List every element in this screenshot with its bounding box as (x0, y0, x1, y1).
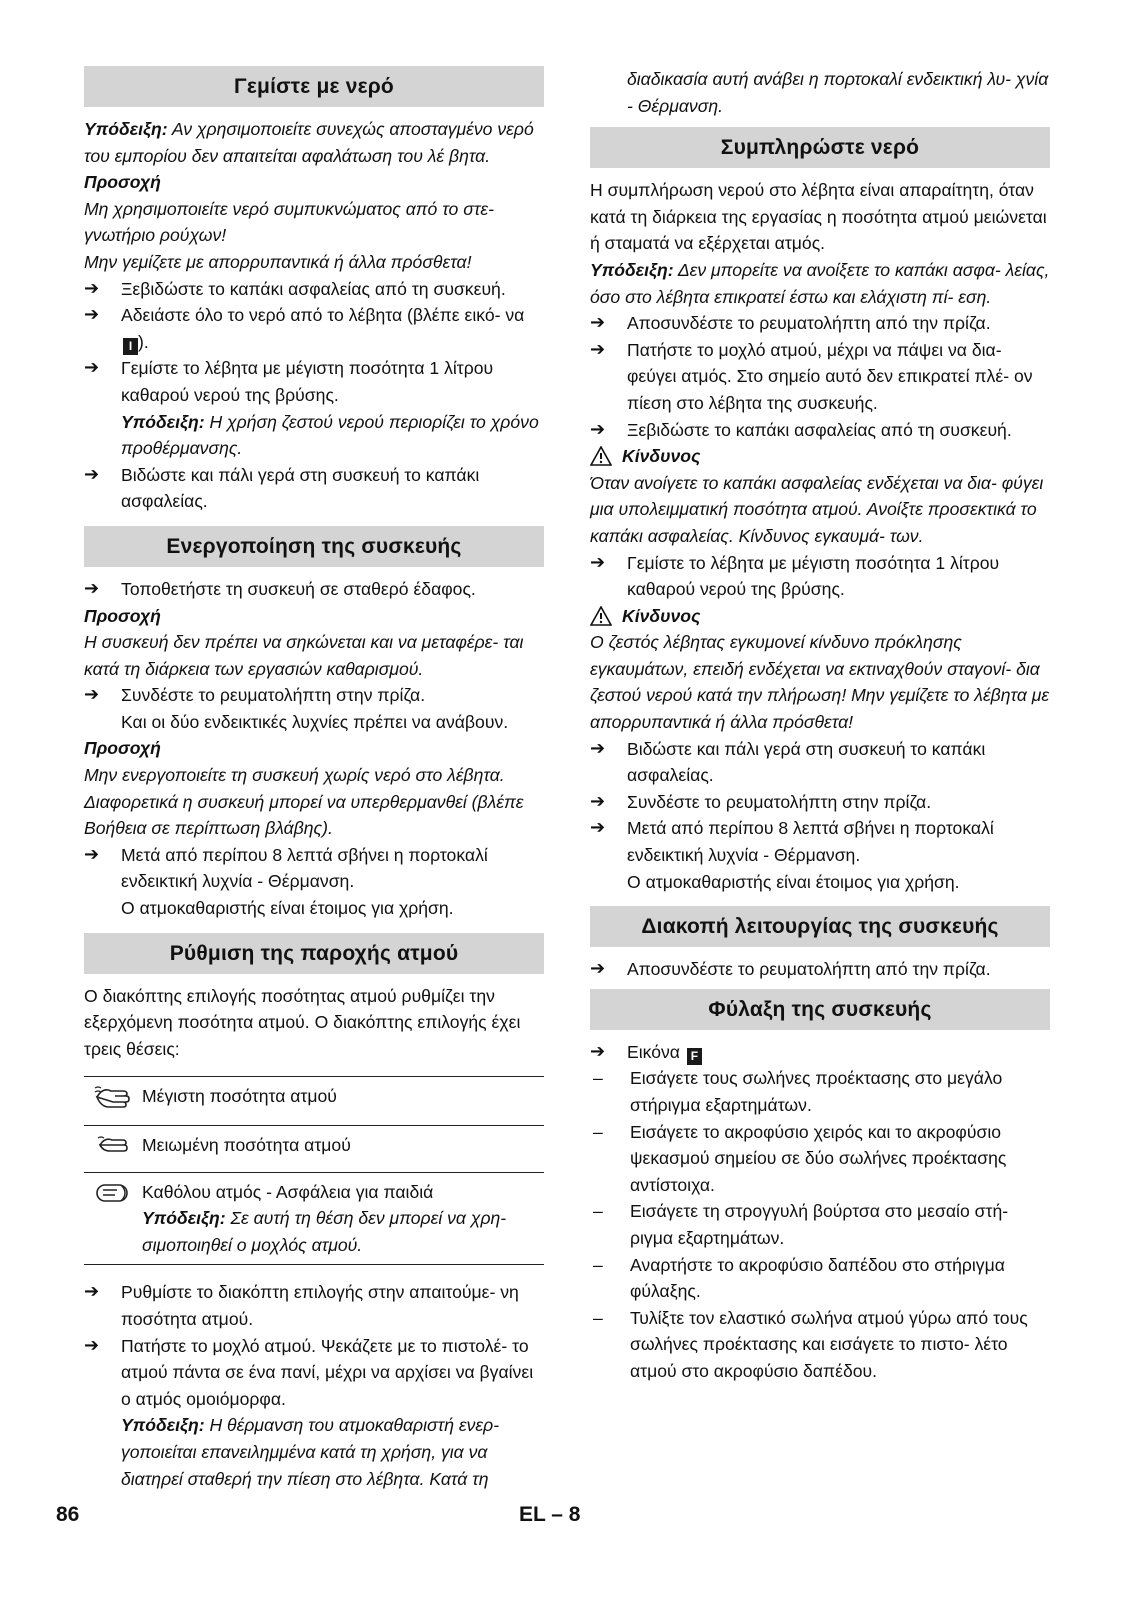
danger-heading (590, 603, 1050, 630)
step-text: Αποσυνδέστε το ρευματολήπτη από την πρίζα. (627, 959, 991, 980)
setting-note (142, 1205, 544, 1258)
warning-triangle-icon (590, 606, 612, 626)
arrow-icon: ➔ (590, 737, 606, 758)
arrow-icon: ➔ (84, 463, 100, 484)
step-text: Τοποθετήστε τη συσκευή σε σταθερό έδαφος. (121, 578, 476, 599)
arrow-icon: ➔ (590, 551, 606, 572)
setting-text: Μέγιστη ποσότητα ατμού (142, 1086, 337, 1107)
page-number: 86 (56, 1503, 80, 1526)
dash-marker: – (593, 1254, 603, 1275)
setting-label: Καθόλου ατμός - Ασφάλεια για παιδιά (142, 1181, 434, 1202)
step-text: Ξεβιδώστε το καπάκι ασφαλείας από τη συσκευή. (121, 278, 506, 299)
arrow-icon: ➔ (84, 1281, 100, 1302)
step-item (590, 550, 1050, 603)
note-text: Δεν μπορείτε να ανοίξετε το καπάκι ασφα- λείας, όσο στο λέβητα επικρατεί έστω και ελάχιστη πί- εση. (590, 259, 1050, 307)
list-item (590, 1252, 1050, 1305)
warning-triangle-icon (590, 446, 612, 466)
dash-marker: – (593, 1201, 603, 1222)
note-text: Αν χρησιμοποιείτε συνεχώς αποσταγμένο νερό του εμπορίου δεν απαιτείται αφαλάτωση του λέ βητα. (84, 119, 534, 166)
caution-label: Προσοχή (84, 738, 161, 759)
figure-f-icon: F (687, 1048, 702, 1065)
arrow-icon: ➔ (84, 304, 100, 325)
arrow-icon: ➔ (84, 577, 100, 598)
danger-heading (590, 443, 1050, 470)
step-text: Γεμίστε το λέβητα με μέγιστη ποσότητα 1 λίτρου καθαρού νερού της βρύσης. (627, 552, 1000, 600)
reduced-steam-icon (84, 1126, 142, 1173)
continued-note: διαδικασία αυτή ανάβει η πορτοκαλί ενδεικτική λυ- χνία - Θέρμανση. (627, 69, 1049, 116)
note-text: Η θέρμανση του ατμοκαθαριστή ενερ- γοποιείται επανειλημμένα κατά τη χρήση, για να διατηρεί σταθερή την πίεση στο λέβητα. Κατά τη (121, 1415, 500, 1489)
dash-marker: – (593, 1068, 603, 1089)
dash-marker: – (593, 1121, 603, 1142)
step-item (590, 417, 1050, 444)
step-item (590, 815, 1050, 868)
table-row (84, 1126, 544, 1173)
list-item (590, 1065, 1050, 1118)
max-steam-icon (84, 1077, 142, 1126)
section-heading-storage: Φύλαξη της συσκευής (590, 989, 1050, 1030)
step-result: Ο ατμοκαθαριστής είναι έτοιμος για χρήση. (121, 898, 454, 919)
arrow-icon: ➔ (590, 790, 606, 811)
danger-text: Ο ζεστός λέβητας εγκυμονεί κίνδυνο πρόκλησης εγκαυμάτων, επειδή ενδέχεται να εκτιναχθούν σταγονί- δια ζεστού νερού κατά την πλήρωση! Μην γεμίζετε το λέβητα με απορρυπαντικά ή άλλα πρόσθετα! (590, 632, 1050, 733)
step-text: Συνδέστε το ρευματολήπτη στην πρίζα. (121, 685, 426, 706)
arrow-icon: ➔ (590, 958, 606, 979)
step-text: Πατήστε το μοχλό ατμού, μέχρι να πάψει να δια- φεύγει ατμός. Στο σημείο αυτό δεν επικρατεί πλέ- ον πίεση στο λέβητα της συσκευής. (627, 339, 1033, 413)
danger-label: Κίνδυνος (622, 605, 701, 626)
note-label: Υπόδειξη: (142, 1208, 226, 1229)
caution-label: Προσοχή (84, 172, 161, 193)
arrow-icon: ➔ (590, 418, 606, 439)
step-item (590, 337, 1050, 417)
step-text: Πατήστε το μοχλό ατμού. Ψεκάζετε με το πιστολέ- το ατμού πάντα σε ένα πανί, μέχρι να αρχίσει να βγαίνει ο ατμός ομοιόμορφα. (121, 1335, 534, 1409)
step-text: Συνδέστε το ρευματολήπτη στην πρίζα. (627, 791, 932, 812)
intro-paragraph: Η συμπλήρωση νερού στο λέβητα είναι απαραίτητη, όταν κατά τη διάρκεια της εργασίας η ποσότητα ατμού μειώνεται ή σταματά να εξέρχεται ατμός. (590, 180, 1047, 254)
step-item (84, 355, 544, 408)
list-item-text: Εισάγετε το ακροφύσιο χειρός και το ακροφύσιο ψεκασμού σημείου σε δύο σωλήνες προέκτασης αντίστοιχα. (630, 1121, 1007, 1195)
section-heading-refill-water: Συμπληρώστε νερό (590, 127, 1050, 168)
note-label: Υπόδειξη: (84, 119, 168, 139)
table-row (84, 1077, 544, 1126)
setting-text (142, 1172, 544, 1265)
list-item-text: Τυλίξτε τον ελαστικό σωλήνα ατμού γύρω από τους σωλήνες προέκτασης και εισάγετε το πιστο- λέτο ατμού στο ακροφύσιο δαπέδου. (630, 1307, 1028, 1381)
caution-text: Μην γεμίζετε με απορρυπαντικά ή άλλα πρόσθετα! (84, 251, 472, 272)
list-item (590, 1198, 1050, 1251)
note-label: Υπόδειξη: (121, 411, 205, 432)
arrow-icon: ➔ (84, 843, 100, 864)
step-text (627, 1039, 1050, 1066)
step-item (84, 302, 544, 355)
step-text-part: Αδειάστε όλο το νερό από το λέβητα (βλέπε εικό- να (121, 305, 525, 326)
step-text-end: ). (138, 331, 149, 352)
step-item (84, 276, 544, 303)
step-item (84, 1333, 544, 1413)
note-paragraph (84, 116, 544, 169)
step-item (84, 576, 544, 603)
list-item-text: Εισάγετε τη στρογγυλή βούρτσα στο μεσαίο στή- ριγμα εξαρτημάτων. (630, 1201, 1009, 1248)
arrow-icon: ➔ (84, 1334, 100, 1355)
section-heading-switch-off: Διακοπή λειτουργίας της συσκευής (590, 906, 1050, 947)
step-note (84, 409, 544, 462)
list-item (590, 1119, 1050, 1199)
step-text-part: Εικόνα (627, 1041, 680, 1062)
arrow-icon: ➔ (84, 277, 100, 298)
step-item (590, 1039, 1050, 1066)
list-item (590, 1305, 1050, 1385)
section-heading-switch-on: Ενεργοποίηση της συσκευής (84, 526, 544, 567)
dash-marker: – (593, 1307, 603, 1328)
step-item (590, 736, 1050, 789)
step-item (590, 789, 1050, 816)
right-column (590, 66, 1050, 1385)
step-text: Μετά από περίπου 8 λεπτά σβήνει η πορτοκαλί ενδεικτική λυχνία - Θέρμανση. (627, 818, 994, 866)
table-row (84, 1172, 544, 1265)
danger-text: Όταν ανοίγετε το καπάκι ασφαλείας ενδέχεται να δια- φύγει μια υπολειμματική ποσότητα ατμού. Ανοίξτε προσεκτικά το καπάκι ασφαλείας. Κίνδυνος εγκαυμά- των. (590, 472, 1044, 546)
list-item-text: Αναρτήστε το ακροφύσιο δαπέδου στο στήριγμα φύλαξης. (630, 1254, 1005, 1302)
step-item (84, 1279, 544, 1332)
note-label: Υπόδειξη: (121, 1415, 205, 1436)
note-text: Σε αυτή τη θέση δεν μπορεί να χρη- σιμοποιηθεί ο μοχλός ατμού. (142, 1208, 507, 1255)
arrow-icon: ➔ (590, 1040, 606, 1061)
caution-text: Μη χρησιμοποιείτε νερό συμπυκνώματος από το στε- γνωτήριο ρούχων! (84, 198, 494, 246)
caution-label: Προσοχή (84, 605, 161, 626)
figure-i-icon: I (123, 338, 138, 355)
arrow-icon: ➔ (590, 338, 606, 359)
intro-paragraph: Ο διακόπτης επιλογής ποσότητας ατμού ρυθμίζει την εξερχόμενη ποσότητα ατμού. Ο διακόπτης επιλογής έχει τρεις θέσεις: (84, 985, 521, 1059)
step-text: Βιδώστε και πάλι γερά στη συσκευή το καπάκι ασφαλείας. (627, 738, 986, 786)
step-item (84, 842, 544, 895)
step-text (121, 302, 544, 355)
list-item-text: Εισάγετε τους σωλήνες προέκτασης στο μεγάλο στήριγμα εξαρτημάτων. (630, 1068, 1003, 1115)
arrow-icon: ➔ (84, 357, 100, 378)
step-item (590, 956, 1050, 983)
left-column (84, 66, 544, 1492)
caution-text: Η συσκευή δεν πρέπει να σηκώνεται και να μεταφέρε- ται κατά τη διάρκεια των εργασιών καθαρισμού. (84, 632, 524, 679)
step-result: Και οι δύο ενδεικτικές λυχνίες πρέπει να ανάβουν. (121, 711, 509, 732)
note-paragraph (590, 257, 1050, 310)
step-text: Βιδώστε και πάλι γερά στη συσκευή το καπάκι ασφαλείας. (121, 464, 480, 512)
caution-text: Μην ενεργοποιείτε τη συσκευή χωρίς νερό στο λέβητα. Διαφορετικά η συσκευή μπορεί να υπερθερμανθεί (βλέπε Βοήθεια σε περίπτωση βλάβης). (84, 765, 524, 839)
step-item (590, 310, 1050, 337)
step-text: Γεμίστε το λέβητα με μέγιστη ποσότητα 1 λίτρου καθαρού νερού της βρύσης. (121, 358, 494, 405)
step-text: Ρυθμίστε το διακόπτη επιλογής στην απαιτούμε- νη ποσότητα ατμού. (121, 1282, 519, 1329)
section-heading-steam-setting: Ρύθμιση της παροχής ατμού (84, 933, 544, 974)
step-result: Ο ατμοκαθαριστής είναι έτοιμος για χρήση. (627, 871, 960, 892)
arrow-icon: ➔ (590, 312, 606, 333)
note-label: Υπόδειξη: (590, 259, 674, 280)
step-text: Ξεβιδώστε το καπάκι ασφαλείας από τη συσκευή. (627, 419, 1012, 440)
step-text: Μετά από περίπου 8 λεπτά σβήνει η πορτοκαλί ενδεικτική λυχνία - Θέρμανση. (121, 844, 488, 892)
arrow-icon: ➔ (590, 817, 606, 838)
section-heading-fill-water: Γεμίστε με νερό (84, 66, 544, 107)
danger-label: Κίνδυνος (622, 446, 701, 467)
steam-settings-table (84, 1076, 544, 1265)
setting-text: Μειωμένη ποσότητα ατμού (142, 1135, 351, 1155)
arrow-icon: ➔ (84, 684, 100, 705)
note-text: Η χρήση ζεστού νερού περιορίζει το χρόνο προθέρμανσης. (121, 411, 539, 459)
step-item (84, 462, 544, 515)
step-note (84, 1412, 544, 1492)
step-item (84, 682, 544, 709)
no-steam-icon (84, 1172, 142, 1265)
step-text: Αποσυνδέστε το ρευματολήπτη από την πρίζα. (627, 313, 991, 334)
page-code: EL – 8 (519, 1503, 581, 1526)
